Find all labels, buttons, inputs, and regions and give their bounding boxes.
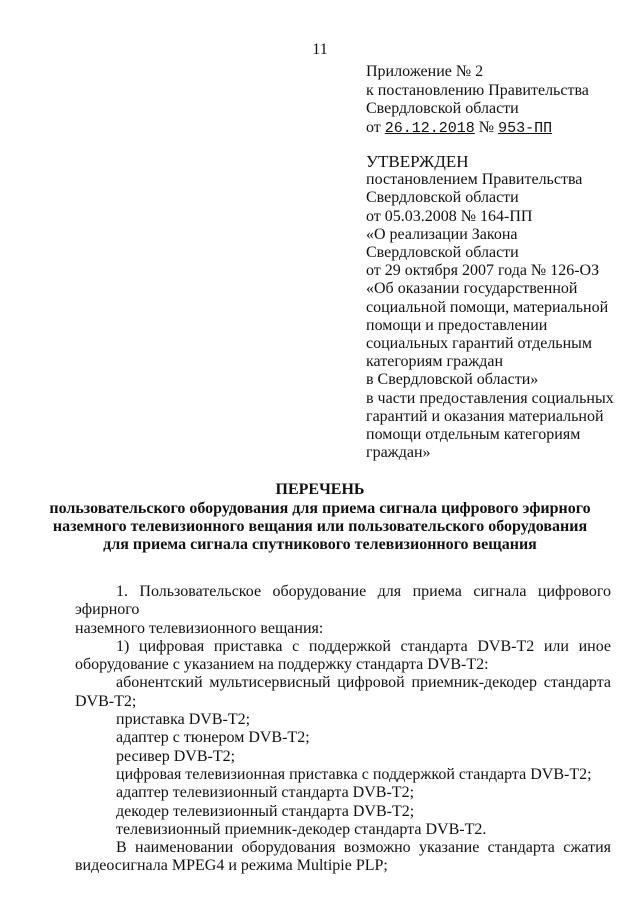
approved-line: в Свердловской области» <box>366 371 539 389</box>
list-item: цифровая телевизионная приставка с поддержкой стандарта DVB-T2; <box>116 765 592 783</box>
list-item: телевизионный приемник-декодер стандарта DVB-T2. <box>116 820 487 838</box>
approved-line: от 29 октября 2007 года № 126-ОЗ <box>366 262 600 280</box>
date-prefix: от <box>366 118 385 136</box>
appendix-line-3: Свердловской области <box>366 100 519 117</box>
page-number: 11 <box>312 41 328 58</box>
approved-line: гарантий и оказания материальной <box>366 407 604 425</box>
title-line: наземного телевизионного вещания или пользовательского оборудования <box>52 518 588 535</box>
paragraph-3-line-2: DVB-T2; <box>75 692 137 710</box>
approved-line: «Об оказании государственной <box>366 280 578 298</box>
number-prefix: № <box>474 118 499 136</box>
list-item: ресивер DVB-T2; <box>116 747 236 765</box>
paragraph-2-line-2: оборудование с указанием на поддержку стандарта DVB-T2: <box>75 656 489 674</box>
approved-line: граждан» <box>366 444 431 462</box>
approved-line: помощи отдельным категориям <box>366 426 581 444</box>
appendix-date-line <box>366 119 626 139</box>
decree-number: 953-ПП <box>498 119 553 137</box>
list-item: декодер телевизионный стандарта DVB-T2; <box>116 802 415 820</box>
list-item: приставка DVB-T2; <box>116 711 251 729</box>
decree-date: 26.12.2018 <box>384 119 475 137</box>
list-item: адаптер с тюнером DVB-T2; <box>116 729 310 747</box>
approved-line: социальных гарантий отдельным <box>366 335 593 353</box>
appendix-block <box>366 63 626 138</box>
approved-line: социальной помощи, материальной <box>366 298 609 316</box>
title-line: для приема сигнала спутникового телевизионного вещания <box>103 536 537 553</box>
approved-line: Свердловской области <box>366 244 519 262</box>
approved-line: категориям граждан <box>366 353 504 371</box>
list-item: адаптер телевизионный стандарта DVB-T2; <box>116 784 415 802</box>
approved-line: Свердловской области <box>366 189 519 207</box>
approved-line: «О реализации Закона <box>366 225 518 243</box>
approved-block <box>366 153 628 462</box>
paragraph-2-line-1: 1) цифровая приставка с поддержкой стандарта DVB-T2 или иное <box>116 637 611 655</box>
approved-line: от 05.03.2008 № 164-ПП <box>366 207 533 225</box>
approved-line: постановлением Правительства <box>366 171 583 189</box>
paragraph-1-line-2: наземного телевизионного вещания: <box>75 619 324 637</box>
appendix-line-2: к постановлению Правительства <box>366 81 589 99</box>
approved-line: в части предоставления социальных <box>366 389 614 407</box>
document-title <box>0 481 640 554</box>
appendix-line-1: Приложение № 2 <box>366 63 484 80</box>
paragraph-3-line-1: абонентский мультисервисный цифровой приемник-декодер стандарта <box>116 674 611 692</box>
approved-heading: УТВЕРЖДЕН <box>366 152 469 171</box>
document-body <box>75 583 611 876</box>
title-line: пользовательского оборудования для приема сигнала цифрового эфирного <box>49 500 591 517</box>
paragraph-4-line-2: видеосигнала MPEG4 и режима Multipie PLP; <box>75 857 388 875</box>
approved-line: помощи и предоставлении <box>366 316 548 334</box>
title-heading: ПЕРЕЧЕНЬ <box>275 481 365 498</box>
paragraph-1-line-1: 1. Пользовательское оборудование для приема сигнала цифрового эфирного <box>75 583 611 619</box>
paragraph-4-line-1: В наименовании оборудования возможно указание стандарта сжатия <box>116 839 611 857</box>
